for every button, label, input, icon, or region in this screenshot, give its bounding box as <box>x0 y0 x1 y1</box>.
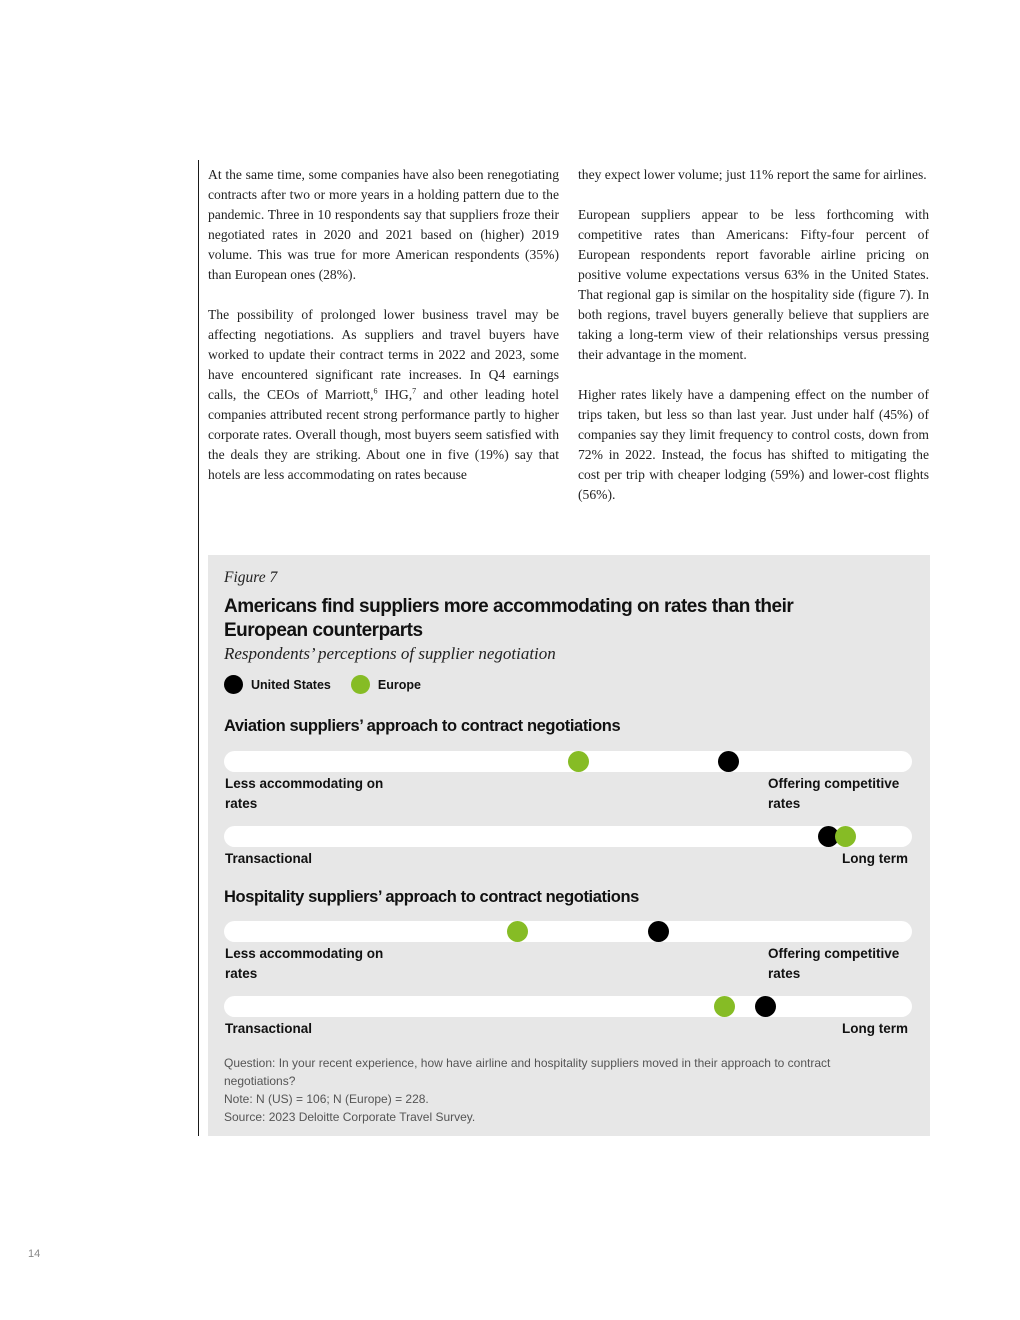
dot-europe <box>835 826 856 847</box>
axis-right-label: Long term <box>842 851 908 866</box>
scale-track <box>224 826 912 847</box>
section-title-hospitality: Hospitality suppliers’ approach to contract negotiations <box>224 888 639 906</box>
left-column <box>208 165 559 485</box>
legend-item-us: United States <box>224 675 331 694</box>
axis-right-label: Long term <box>842 1021 908 1036</box>
source-note: Source: 2023 Deloitte Corporate Travel Survey. <box>224 1110 476 1124</box>
dot-united-states <box>648 921 669 942</box>
scale-track <box>224 751 912 772</box>
figure-label: Figure 7 <box>224 569 278 586</box>
dot-united-states <box>718 751 739 772</box>
legend-item-europe: Europe <box>351 675 421 694</box>
figure-7 <box>208 555 930 1136</box>
legend-swatch-us <box>224 675 243 694</box>
section-title-aviation: Aviation suppliers’ approach to contract negotiations <box>224 717 621 735</box>
axis-left-label: Less accommodating on rates <box>225 946 384 981</box>
paragraph: The possibility of prolonged lower business travel may be affecting negotiations. As suppliers and travel buyers have worked to update their contract terms in 2022 and 2023, some have encountered significant rate increases. In Q4 earnings calls, the CEOs of Marriott,$^6$ IHG,$^7$ and other leading hotel companies attributed recent strong performance partly to higher corporate rates. Overall though, most buyers seem satisfied with the deals they are striking. About one in five (19%) say that hotels are less accommodating on rates because <box>208 307 559 482</box>
axis-left-label: Transactional <box>225 851 313 866</box>
sample-note: Note: N (US) = 106; N (Europe) = 228. <box>224 1092 429 1106</box>
axis-left-label: Transactional <box>225 1021 313 1036</box>
question-note: Question: In your recent experience, how have airline and hospitality suppliers moved in their approach to contract negotiations? <box>224 1056 831 1088</box>
paragraph: European suppliers appear to be less forthcoming with competitive rates than Americans: Fifty-four percent of European respondents report favorable airline pricing on positive volume expectations versus 63% in the United States. That regional gap is similar on the hospitality side (figure 7). In both regions, travel buyers generally believe that suppliers are taking a long-term view of their relationships versus pressing their advantage in the moment. <box>578 207 929 362</box>
dot-europe <box>568 751 589 772</box>
footnote-mark: 7 <box>412 386 417 396</box>
footnote-mark: 6 <box>373 386 378 396</box>
figure-title: Americans find suppliers more accommodating on rates than their European counterparts <box>224 596 794 641</box>
paragraph: Higher rates likely have a dampening effect on the number of trips taken, but less so than last year. Just under half (45%) of companies say they limit frequency to control costs, down from 72% in 2022. Instead, the focus has shifted to mitigating the cost per trip with cheaper lodging (59%) and lower-cost flights (56%). <box>578 387 929 502</box>
paragraph: they expect lower volume; just 11% report the same for airlines. <box>578 167 927 182</box>
dot-europe <box>714 996 735 1017</box>
dot-europe <box>507 921 528 942</box>
axis-right-label: Offering competitive rates <box>768 776 900 811</box>
paragraph: At the same time, some companies have also been renegotiating contracts after two or more years in a holding pattern due to the pandemic. Three in 10 respondents say that suppliers froze their negotiated rates in 2020 and 2021 based on (higher) 2019 volume. This was true for more American respondents (35%) than European ones (28%). <box>208 167 559 282</box>
right-column <box>578 165 929 505</box>
vertical-rule <box>198 160 199 1136</box>
scale-track <box>224 921 912 942</box>
page-number: 14 <box>28 1248 41 1260</box>
legend <box>224 675 441 694</box>
axis-right-label: Offering competitive rates <box>768 946 900 981</box>
figure-notes <box>224 1054 904 1126</box>
legend-swatch-europe <box>351 675 370 694</box>
figure-subtitle: Respondents’ perceptions of supplier negotiation <box>224 644 556 663</box>
dot-united-states <box>755 996 776 1017</box>
axis-left-label: Less accommodating on rates <box>225 776 384 811</box>
scale-track <box>224 996 912 1017</box>
